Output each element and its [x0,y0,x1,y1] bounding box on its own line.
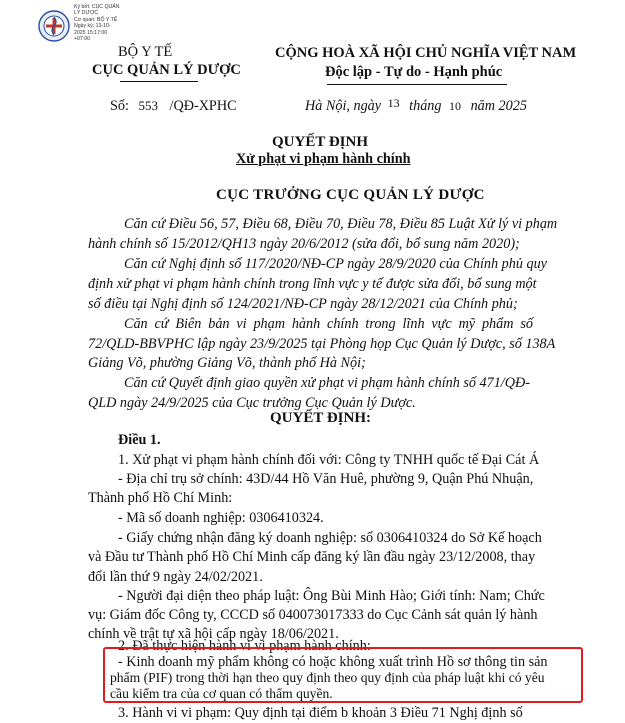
body-line: vụ: Giám đốc Công ty, CCCD số 040073017333 do Cục Cảnh sát quản lý hành [88,607,538,623]
signature-line: Ngày ký: 13-10- [74,23,111,30]
body-line: - Mã số doanh nghiệp: 0306410324. [118,510,324,526]
preamble-line: định xử phạt vi phạm hành chính trong lĩnh vực y tế được sửa đổi, bổ sung một [88,276,537,292]
signature-line: Ký bởi: CỤC QUẢN [74,4,120,10]
preamble-line: Căn cứ Biên bản vi phạm hành chính trong lĩnh vực mỹ phẩm số [124,316,533,332]
preamble-line: Giảng Võ, phường Giảng Võ, thành phố Hà Nội; [88,355,366,371]
body-line: - Giấy chứng nhận đăng ký doanh nghiệp: số 0306410324 do Sở Kế hoạch [118,530,542,546]
body-line: - Người đại diện theo pháp luật: Ông Bùi Minh Hào; Giới tính: Nam; Chức [118,588,545,604]
preamble-line: hành chính số 15/2012/QH13 ngày 20/6/2012 (sửa đổi, bổ sung năm 2020); [88,236,520,252]
body-line: Thành phố Hồ Chí Minh: [88,490,233,506]
body-line: 1. Xử phạt vi phạm hành chính đối với: Công ty TNHH quốc tế Đại Cát Á [118,452,540,468]
preamble-line: Căn cứ Nghị định số 117/2020/NĐ-CP ngày 28/9/2020 của Chính phủ quy [124,256,547,272]
signature-line: +07:00 [74,36,91,43]
nation-name: CỘNG HOÀ XÃ HỘI CHỦ NGHĨA VIỆT NAM [275,45,577,61]
body-line: và Đầu tư Thành phố Hồ Chí Minh cấp đăng ký lần đầu ngày 23/12/2008, thay [88,549,536,565]
article-1-heading: Điều 1. [118,432,161,448]
number-suffix: /QĐ-XPHC [169,98,237,114]
body-line: chính về trật tự xã hội cấp ngày 18/06/2021. [88,626,339,642]
preamble-line: Căn cứ Điều 56, 57, Điều 68, Điều 70, Điều 78, Điều 85 Luật Xử lý vi phạm [124,216,558,232]
body-line: 2. Đã thực hiện hành vi vi phạm hành chính: [118,638,371,654]
body-line: 3. Hành vi vi phạm: Quy định tại điểm b khoản 3 Điều 71 Nghị định số [118,705,523,721]
date-year: năm 2025 [470,98,527,114]
body-line: cầu kiểm tra của cơ quan có thẩm quyền. [110,686,333,701]
signature-line: Cơ quan: BỘ Y TẾ [74,16,118,23]
department-text: CỤC QUẢN LÝ DƯỢC [92,62,241,78]
document-number [110,98,237,115]
national-motto: Độc lập - Tự do - Hạnh phúc [325,64,503,80]
department-underline [120,81,198,82]
issuing-authority: CỤC TRƯỞNG CỤC QUẢN LÝ DƯỢC [216,187,485,203]
ministry-name: BỘ Y TẾ [118,44,173,60]
violation-highlight-box [103,647,583,703]
date-month: 10 [449,99,462,113]
ministry-seal-icon [38,10,70,42]
decision-subtitle [236,151,411,168]
number-label: Số: [110,98,129,114]
signature-line: LÝ DƯỢC [74,10,99,17]
body-line: đổi lần thứ 9 ngày 24/02/2021. [88,569,263,585]
decision-heading: QUYẾT ĐỊNH: [270,410,371,426]
date-day: 13 [387,96,400,110]
decision-subtitle-text: Xử phạt vi phạm hành chính [236,151,411,167]
signature-line: 2025 15:17:00 [74,29,108,36]
issue-date [305,98,527,115]
motto-underline [327,84,507,85]
department-name [92,62,241,79]
preamble-line: 72/QLD-BBVPHC lập ngày 23/9/2025 tại Phòng họp Cục Quản lý Dược, số 138A [88,336,556,352]
body-line: phẩm (PIF) trong thời hạn theo quy định theo quy định của pháp luật khi có yêu [110,670,545,685]
preamble-line: Căn cứ Quyết định giao quyền xử phạt vi phạm hành chính số 471/QĐ- [124,375,530,391]
preamble-line: QLD ngày 24/9/2025 của Cục trưởng Cục Quản lý Dược. [88,395,416,411]
body-line: - Địa chỉ trụ sở chính: 43D/44 Hồ Văn Huê, phường 9, Quận Phú Nhuận, [118,471,534,487]
date-month-label: tháng [409,98,442,114]
decision-title: QUYẾT ĐỊNH [272,134,368,150]
preamble-line: số điều tại Nghị định số 124/2021/NĐ-CP ngày 28/12/2021 của Chính phủ; [88,296,518,312]
body-line: - Kinh doanh mỹ phẩm không có hoặc không xuất trình Hồ sơ thông tin sản [118,654,548,670]
signature-text [74,4,119,42]
number-value: 553 [138,98,158,113]
date-place: Hà Nội, ngày [305,98,382,114]
